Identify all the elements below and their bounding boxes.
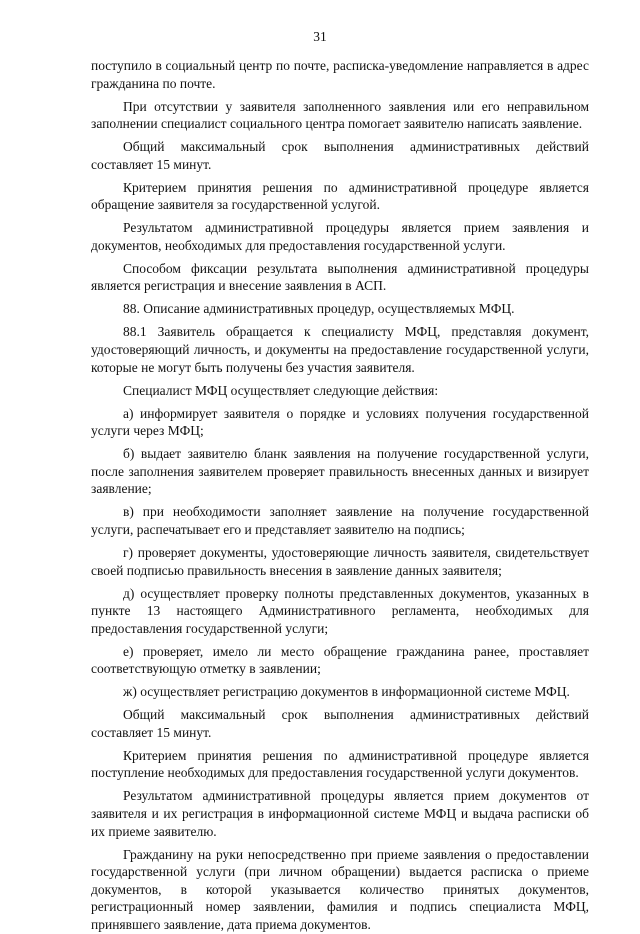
- paragraph-result-2: Результатом административной процедуры является прием документов от заявителя и их регистрация в информационной системе МФЦ и выдача расписки об их приеме заявителю.: [91, 788, 589, 839]
- paragraph-decision-criterion-2: Критерием принятия решения по административной процедуре является поступление необходимых для предоставления государственной услуги документов.: [91, 747, 589, 781]
- list-item-g: г) проверяет документы, удостоверяющие личность заявителя, свидетельствует своей подписью правильность внесения в заявление данных заявителя;: [91, 544, 589, 578]
- paragraph-section-88: 88. Описание административных процедур, осуществляемых МФЦ.: [123, 301, 515, 317]
- paragraph-max-time-2: Общий максимальный срок выполнения административных действий составляет 15 минут.: [91, 707, 589, 740]
- list-item-zh: ж) осуществляет регистрацию документов в информационной системе МФЦ.: [123, 684, 570, 700]
- page-number: 31: [313, 29, 327, 44]
- paragraph-specialist-actions: Специалист МФЦ осуществляет следующие действия:: [123, 382, 439, 398]
- paragraph-no-application: При отсутствии у заявителя заполненного заявления или его неправильном заполнении специалист социального центра помогает заявителю написать заявление.: [91, 98, 589, 132]
- paragraph-result: Результатом административной процедуры является прием заявления и документов, необходимых для предоставления государственной услуги.: [91, 220, 589, 253]
- paragraph-decision-criterion: Критерием принятия решения по административной процедуре является обращение заявителя за государственной услугой.: [91, 179, 589, 213]
- list-item-b: б) выдает заявителю бланк заявления на получение государственной услуги, после заполнения заявителем проверяет правильность внесенных данных и визирует заявление;: [91, 446, 589, 497]
- list-item-v: в) при необходимости заполняет заявление на получение государственной услуги, распечатывает его и представляет заявителю на подпись;: [91, 504, 589, 537]
- document-body: [91, 57, 589, 934]
- paragraph-fixation-method: Способом фиксации результата выполнения административной процедуры является регистрация и внесение заявления в АСП.: [91, 260, 589, 294]
- list-item-d: д) осуществляет проверку полноты представленных документов, указанных в пункте 13 настоящего Административного регламента, необходимых для предоставления государственной услуги;: [91, 585, 589, 636]
- paragraph-continuation: поступило в социальный центр по почте, расписка-уведомление направляется в адрес гражданина по почте.: [91, 58, 589, 91]
- list-item-a: а) информирует заявителя о порядке и условиях получения государственной услуги через МФЦ;: [91, 405, 589, 439]
- paragraph-receipt: Гражданину на руки непосредственно при приеме заявления о предоставлении государственной услуги (при личном обращении) выдается расписка о приеме документов, в которой указывается количество принятых документов, регистрационный номер заявлении, фамилия и подпись специалиста МФЦ, принявшего заявление, дата приема документов.: [91, 846, 589, 932]
- paragraph-max-time: Общий максимальный срок выполнения административных действий составляет 15 минут.: [91, 139, 589, 172]
- paragraph-88-1: 88.1 Заявитель обращается к специалисту МФЦ, представляя документ, удостоверяющий личность, и документы на предоставление государственной услуги, которые не могут быть получены без участия заявителя.: [91, 324, 589, 375]
- list-item-e: е) проверяет, имело ли место обращение гражданина ранее, проставляет соответствующую отметку в заявлении;: [91, 643, 589, 677]
